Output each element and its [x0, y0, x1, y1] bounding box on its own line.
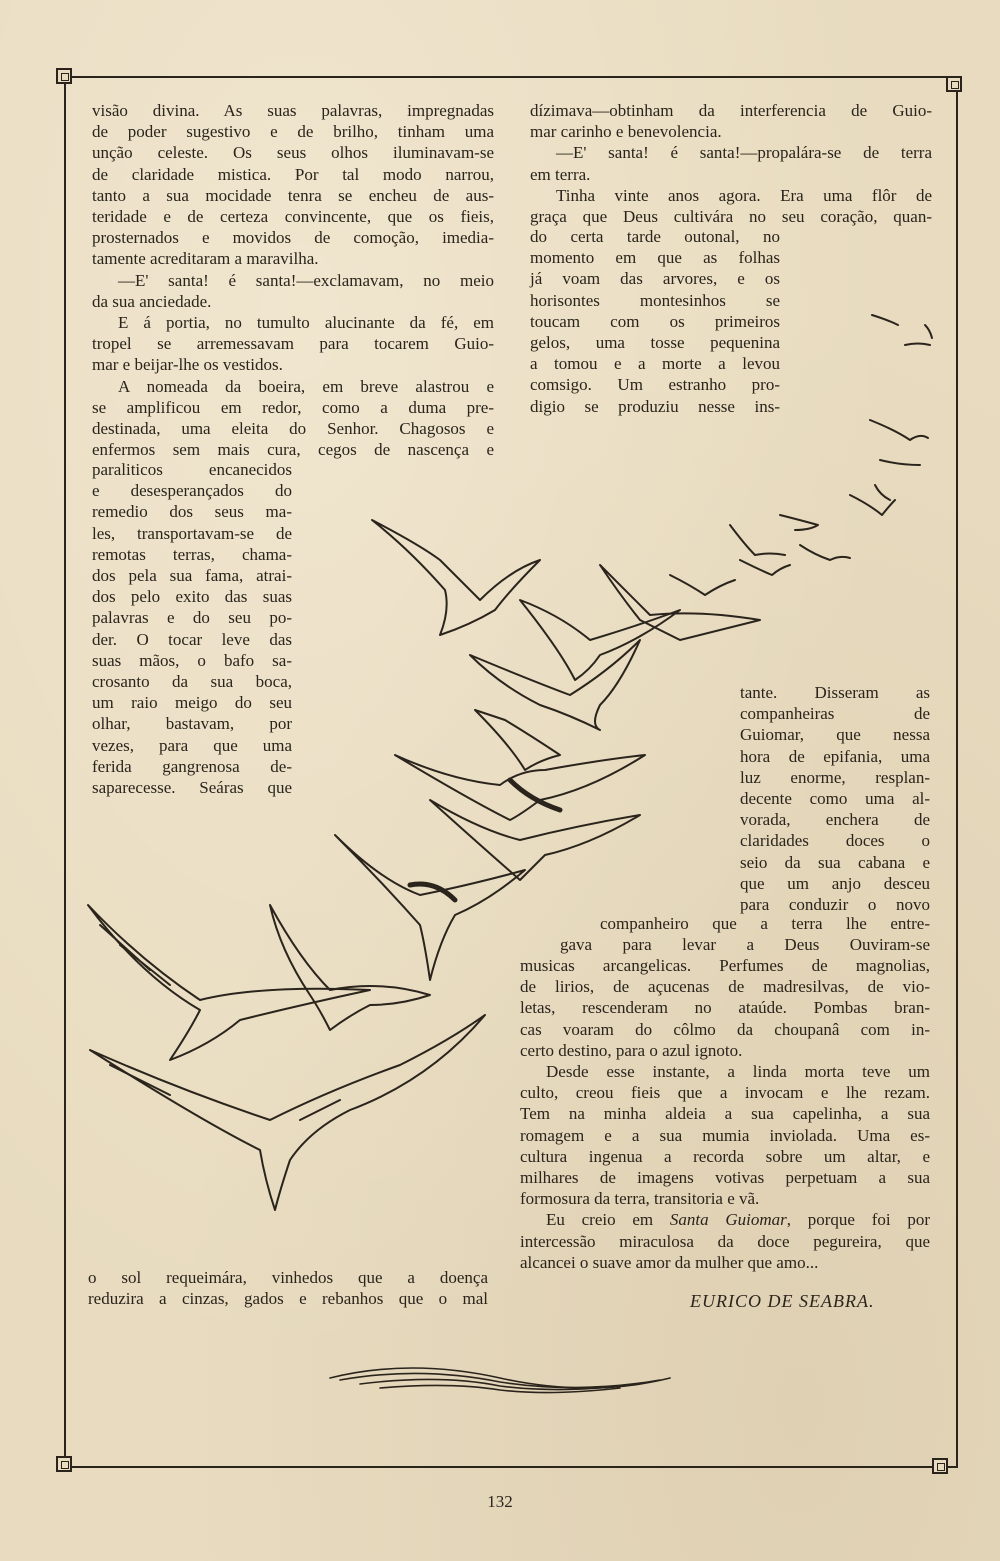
text-line: seio da sua cabana e — [740, 852, 930, 872]
text-line: comsigo. Um estranho pro- — [530, 375, 780, 395]
text-line: horisontes montesinhos se — [530, 290, 780, 310]
text-line: vorada, enchera de — [740, 810, 930, 830]
text-line: gava para levar a Deus Ouviram-se — [560, 935, 930, 954]
text-line: um raio meigo do seu — [92, 693, 292, 713]
text-line: tamente acreditaram a maravilha. — [92, 249, 319, 269]
bird-large-5 — [395, 755, 645, 820]
text-line: prosternados e movidos de comoção, imedia- — [92, 228, 494, 248]
text-line: do certa tarde outonal, no — [530, 227, 780, 246]
text-line: —E' santa! é santa!—exclamavam, no meio — [118, 270, 494, 290]
text-line: Guiomar, que nessa — [740, 725, 930, 745]
text-line: dízimava—obtinham da interferencia de Guio- — [530, 101, 932, 120]
bird-large-4 — [335, 835, 525, 980]
text-line: intercessão miraculosa da doce pegureira, que — [520, 1231, 930, 1251]
text-line: Tinha vinte anos agora. Era uma flôr de — [556, 185, 932, 205]
text-line: letas, rescenderam no ataúde. Pombas bran- — [520, 998, 930, 1018]
text-line: graça que Deus cultivára no seu coração, quan- — [530, 207, 932, 227]
text-line: enfermos sem mais cura, cegos de nascença e — [92, 440, 494, 460]
text-line: suas mãos, o bafo sa- — [92, 650, 292, 670]
decorative-flourish — [300, 1358, 700, 1398]
text-line: digio se produziu nesse ins- — [530, 396, 780, 416]
text-line: crosanto da sua boca, — [92, 672, 292, 692]
text-line: dos pelo exito das suas — [92, 587, 292, 607]
text-line: de poder sugestivo e de brilho, tinham uma — [92, 122, 494, 142]
text-line: milhares de imagens votivas perpetuam a sua — [520, 1168, 930, 1188]
text-line: luz enorme, resplan- — [740, 767, 930, 787]
text-line: remedio dos seus ma- — [92, 502, 292, 522]
text-line: ferida gangrenosa de- — [92, 756, 292, 776]
left-column-bottom-text — [88, 1267, 488, 1309]
text-line: E á portia, no tumulto alucinante da fé, em — [118, 313, 494, 333]
right-column-lower-text — [520, 955, 930, 1273]
text-line: remotas terras, chama- — [92, 544, 292, 564]
text-line: cultura ingenua a recorda sobre um altar, e — [520, 1146, 930, 1166]
text-line: formosura da terra, transitoria e vã. — [520, 1189, 760, 1209]
text-line: momento em que as folhas — [530, 248, 780, 268]
text-line: dos pela sua fama, atrai- — [92, 566, 292, 586]
text-line: de claridade mistica. Por tal modo narrou, — [92, 164, 494, 184]
author-signature: EURICO DE SEABRA. — [690, 1291, 875, 1311]
text-line — [520, 1209, 930, 1230]
text-line: A nomeada da boeira, em breve alastrou e — [118, 376, 494, 396]
text-line: Desde esse instante, a linda morta teve um — [546, 1062, 930, 1082]
text-line: da sua anciedade. — [92, 291, 212, 311]
text-run: Eu creio em — [546, 1210, 670, 1230]
text-line: de lirios, de açucenas de madresilvas, de vio- — [520, 977, 930, 997]
text-line: mar e beijar-lhe os vestidos. — [92, 355, 283, 375]
text-line: companheiras de — [740, 704, 930, 724]
right-column-mid-text — [740, 682, 930, 915]
left-column-narrow-text — [92, 459, 292, 798]
right-column-top-text — [530, 100, 932, 227]
text-line: toucam com os primeiros — [530, 311, 780, 331]
text-line: que um anjo desceu — [740, 873, 930, 893]
text-line: o sol requeimára, vinhedos que a doença — [88, 1268, 488, 1287]
text-line: claridades doces o — [740, 831, 930, 851]
text-line: visão divina. As suas palavras, impregnadas — [92, 101, 494, 120]
bird-large-2 — [90, 1015, 485, 1210]
right-column-narrow-text — [530, 226, 780, 417]
text-line: decente como uma al- — [740, 789, 930, 809]
text-line: der. O tocar leve das — [92, 629, 292, 649]
text-line: certo destino, para o azul ignoto. — [520, 1040, 743, 1060]
bird-large-6 — [430, 800, 640, 880]
text-line: paraliticos encanecidos — [92, 460, 292, 479]
text-line: já voam das arvores, e os — [530, 269, 780, 289]
bird-mid-1 — [520, 600, 680, 680]
text-line: reduzira a cinzas, gados e rebanhos que o mal — [88, 1289, 488, 1309]
text-line: e desesperançados do — [92, 481, 292, 501]
text-line: companheiro que a terra lhe entre- — [600, 914, 930, 933]
bird-large-8 — [475, 710, 560, 770]
text-line: —E' santa! é santa!—propalára-se de terra — [556, 143, 932, 163]
text-line: alcancei o suave amor da mulher que amo... — [520, 1252, 819, 1272]
right-lower-line-1 — [600, 913, 930, 934]
text-run: , porque foi por — [786, 1210, 930, 1230]
text-line: vezes, para que uma — [92, 735, 292, 755]
text-line: saparecesse. Seáras que — [92, 778, 292, 798]
text-line: tanto a sua mocidade tenra se encheu de aus- — [92, 185, 494, 205]
text-line: romagem e a sua mumia inviolada. Uma es- — [520, 1125, 930, 1145]
emphasis-santa-guiomar: Santa Guiomar — [669, 1210, 787, 1230]
right-lower-line-2 — [560, 934, 930, 955]
text-line: tante. Disseram as — [740, 683, 930, 702]
text-line: se amplificou em redor, como a duma pre- — [92, 397, 494, 417]
text-line: cas voaram do côlmo da choupanâ com in- — [520, 1019, 930, 1039]
text-line: olhar, bastavam, por — [92, 714, 292, 734]
text-line: Tem na minha aldeia a sua capelinha, a sua — [520, 1104, 930, 1124]
text-line: tropel se arremessavam para tocarem Guio- — [92, 334, 494, 354]
text-line: unção celeste. Os seus olhos iluminavam-se — [92, 143, 494, 163]
text-line: gelos, uma tosse pequenina — [530, 333, 780, 353]
text-line: hora de epifania, uma — [740, 746, 930, 766]
text-line: culto, creou fieis que a invocam e lhe rezam. — [520, 1083, 930, 1103]
left-column-top-text — [92, 100, 494, 460]
text-line: para conduzir o novo — [740, 895, 930, 915]
bird-large-3 — [270, 905, 430, 1030]
text-line: em terra. — [530, 164, 591, 184]
text-line: destinada, uma eleita do Senhor. Chagosos e — [92, 419, 494, 439]
text-line: mar carinho e benevolencia. — [530, 122, 722, 142]
text-line: a tomou e a morte a levou — [530, 354, 780, 374]
text-line: les, transportavam-se de — [92, 523, 292, 543]
text-line: musicas arcangelicas. Perfumes de magnolias, — [520, 956, 930, 975]
text-line: palavras e do seu po- — [92, 608, 292, 628]
text-line: teridade e de certeza convincente, que os fieis, — [92, 207, 494, 227]
page-number: 132 — [487, 1492, 513, 1511]
bird-large-1 — [88, 905, 370, 1060]
bird-large-9 — [372, 520, 540, 635]
